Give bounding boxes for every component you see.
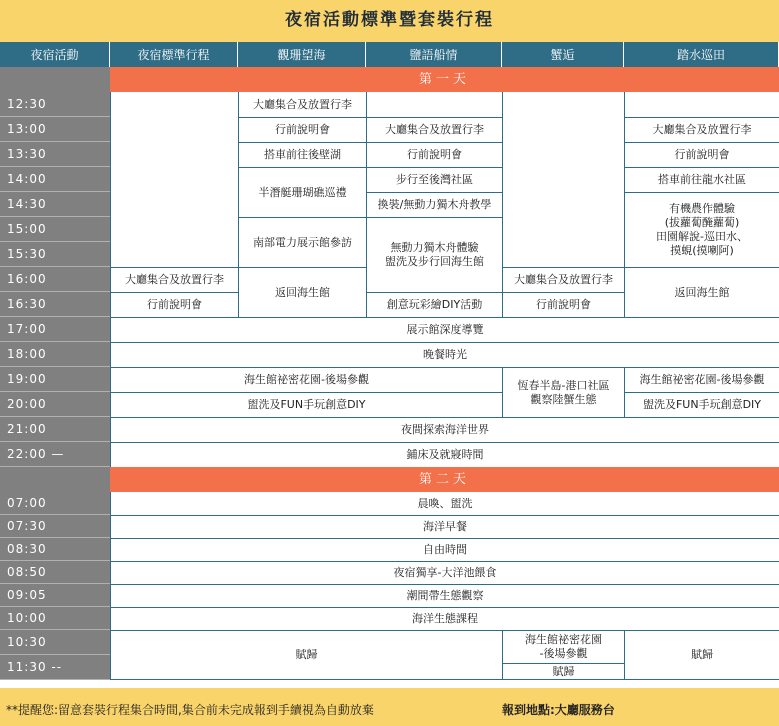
- checkin-location: 報到地點:大廳服務台: [502, 703, 615, 717]
- crab-tour-cell: 恆春半島-港口社區 觀察陸蟹生態: [502, 367, 624, 417]
- salt-canoe-teach-cell: 換裝/無動力獨木舟教學: [366, 192, 502, 217]
- coral-boat-cell: 半潛艇珊瑚礁巡禮: [238, 167, 366, 217]
- time-label: 16:00: [0, 267, 110, 292]
- time-label: 10:00: [0, 607, 110, 630]
- crab-garden-cell: 海生館祕密花園 -後場參觀: [502, 630, 624, 663]
- time-label: 20:00: [0, 392, 110, 417]
- wash-cell: 盥洗及FUN手玩創意DIY: [110, 392, 502, 417]
- reminder-note: **提醒您:留意套裝行程集合時間,集合前未完成報到手續視為自動放棄: [6, 703, 374, 717]
- time-label: 16:30: [0, 292, 110, 317]
- night-cell: 夜間探索海洋世界: [110, 417, 779, 442]
- coral-bus-cell: 搭車前往後壁湖: [238, 142, 366, 167]
- coral-power-cell: 南部電力展示館參訪: [238, 217, 366, 267]
- empty-cell: [624, 92, 779, 117]
- coral-return-cell: 返回海生館: [238, 267, 366, 317]
- time-label: 08:50: [0, 561, 110, 584]
- field-return-day2-cell: 賦歸: [624, 630, 779, 680]
- coral-gather-cell: 大廳集合及放置行李: [238, 92, 366, 117]
- salt-diy-cell: 創意玩彩繪DIY活動: [366, 292, 502, 317]
- empty-cell: [502, 92, 624, 267]
- time-label: 17:00: [0, 317, 110, 342]
- time-label: 14:30: [0, 192, 110, 217]
- std-brief-cell: 行前說明會: [110, 292, 238, 317]
- free-cell: 自由時間: [110, 538, 779, 561]
- col-header-standard: 夜宿標準行程: [110, 42, 238, 67]
- time-label: 07:30: [0, 515, 110, 538]
- time-label: 11:30 --: [0, 655, 110, 680]
- day2-time-spacer: [0, 467, 110, 492]
- col-header-coral: 觀珊望海: [238, 42, 366, 67]
- col-header-crab: 蟹逅: [502, 42, 624, 67]
- exhibit-cell: 展示館深度導覽: [110, 317, 779, 342]
- time-label: 21:00: [0, 417, 110, 442]
- day2-banner: 第二天: [110, 467, 779, 492]
- field-return-cell: 返回海生館: [624, 267, 779, 317]
- std-gather-cell: 大廳集合及放置行李: [110, 267, 238, 292]
- breakfast-cell: 海洋早餐: [110, 515, 779, 538]
- time-label: 09:05: [0, 584, 110, 607]
- salt-brief-cell: 行前說明會: [366, 142, 502, 167]
- time-label: 14:00: [0, 167, 110, 192]
- salt-walk-cell: 步行至後灣社區: [366, 167, 502, 192]
- field-brief-cell: 行前說明會: [624, 142, 779, 167]
- time-label: 12:30: [0, 92, 110, 117]
- crab-return-cell: 賦歸: [502, 663, 624, 680]
- dinner-cell: 晚餐時光: [110, 342, 779, 367]
- day1-banner: 第一天: [110, 67, 779, 92]
- time-label: 15:00: [0, 217, 110, 242]
- field-gather-cell: 大廳集合及放置行李: [624, 117, 779, 142]
- time-label: 13:00: [0, 117, 110, 142]
- crab-brief-cell: 行前說明會: [502, 292, 624, 317]
- col-header-activity: 夜宿活動: [0, 42, 110, 67]
- return-cell: 賦歸: [110, 630, 502, 680]
- time-label: 19:00: [0, 367, 110, 392]
- garden-cell: 海生館祕密花園-後場參觀: [110, 367, 502, 392]
- salt-canoe-cell: 無動力獨木舟體驗 盥洗及步行回海生館: [366, 217, 502, 292]
- col-header-field: 踏水巡田: [624, 42, 779, 67]
- page-title: 夜宿活動標準暨套裝行程: [285, 10, 494, 30]
- coral-brief-cell: 行前說明會: [238, 117, 366, 142]
- time-label: 08:30: [0, 538, 110, 561]
- time-label: 22:00 —: [0, 442, 110, 467]
- day1-time-spacer: [0, 67, 110, 92]
- field-farm-cell: 有機農作體驗 (拔蘿蔔醃蘿蔔) 田園解說-巡田水、 摸蜆(摸喇阿): [624, 192, 779, 267]
- col-header-salt: 鹽語船情: [366, 42, 502, 67]
- field-garden-cell: 海生館祕密花園-後場參觀: [624, 367, 779, 392]
- crab-gather-cell: 大廳集合及放置行李: [502, 267, 624, 292]
- wake-cell: 晨喚、盥洗: [110, 492, 779, 515]
- empty-cell: [366, 92, 502, 117]
- field-bus-cell: 搭車前往龍水社區: [624, 167, 779, 192]
- schedule-table: [0, 42, 779, 688]
- footer: [0, 694, 779, 726]
- feeding-cell: 夜宿獨享-大洋池餵食: [110, 561, 779, 584]
- field-wash-cell: 盥洗及FUN手玩創意DIY: [624, 392, 779, 417]
- time-label: 15:30: [0, 242, 110, 267]
- tidal-cell: 潮間帶生態觀察: [110, 584, 779, 607]
- course-cell: 海洋生態課程: [110, 607, 779, 630]
- time-label: 10:30: [0, 630, 110, 655]
- time-label: 18:00: [0, 342, 110, 367]
- salt-gather-cell: 大廳集合及放置行李: [366, 117, 502, 142]
- time-label: 13:30: [0, 142, 110, 167]
- time-label: 07:00: [0, 492, 110, 515]
- sleep-cell: 鋪床及就寢時間: [110, 442, 779, 467]
- empty-cell: [110, 92, 238, 267]
